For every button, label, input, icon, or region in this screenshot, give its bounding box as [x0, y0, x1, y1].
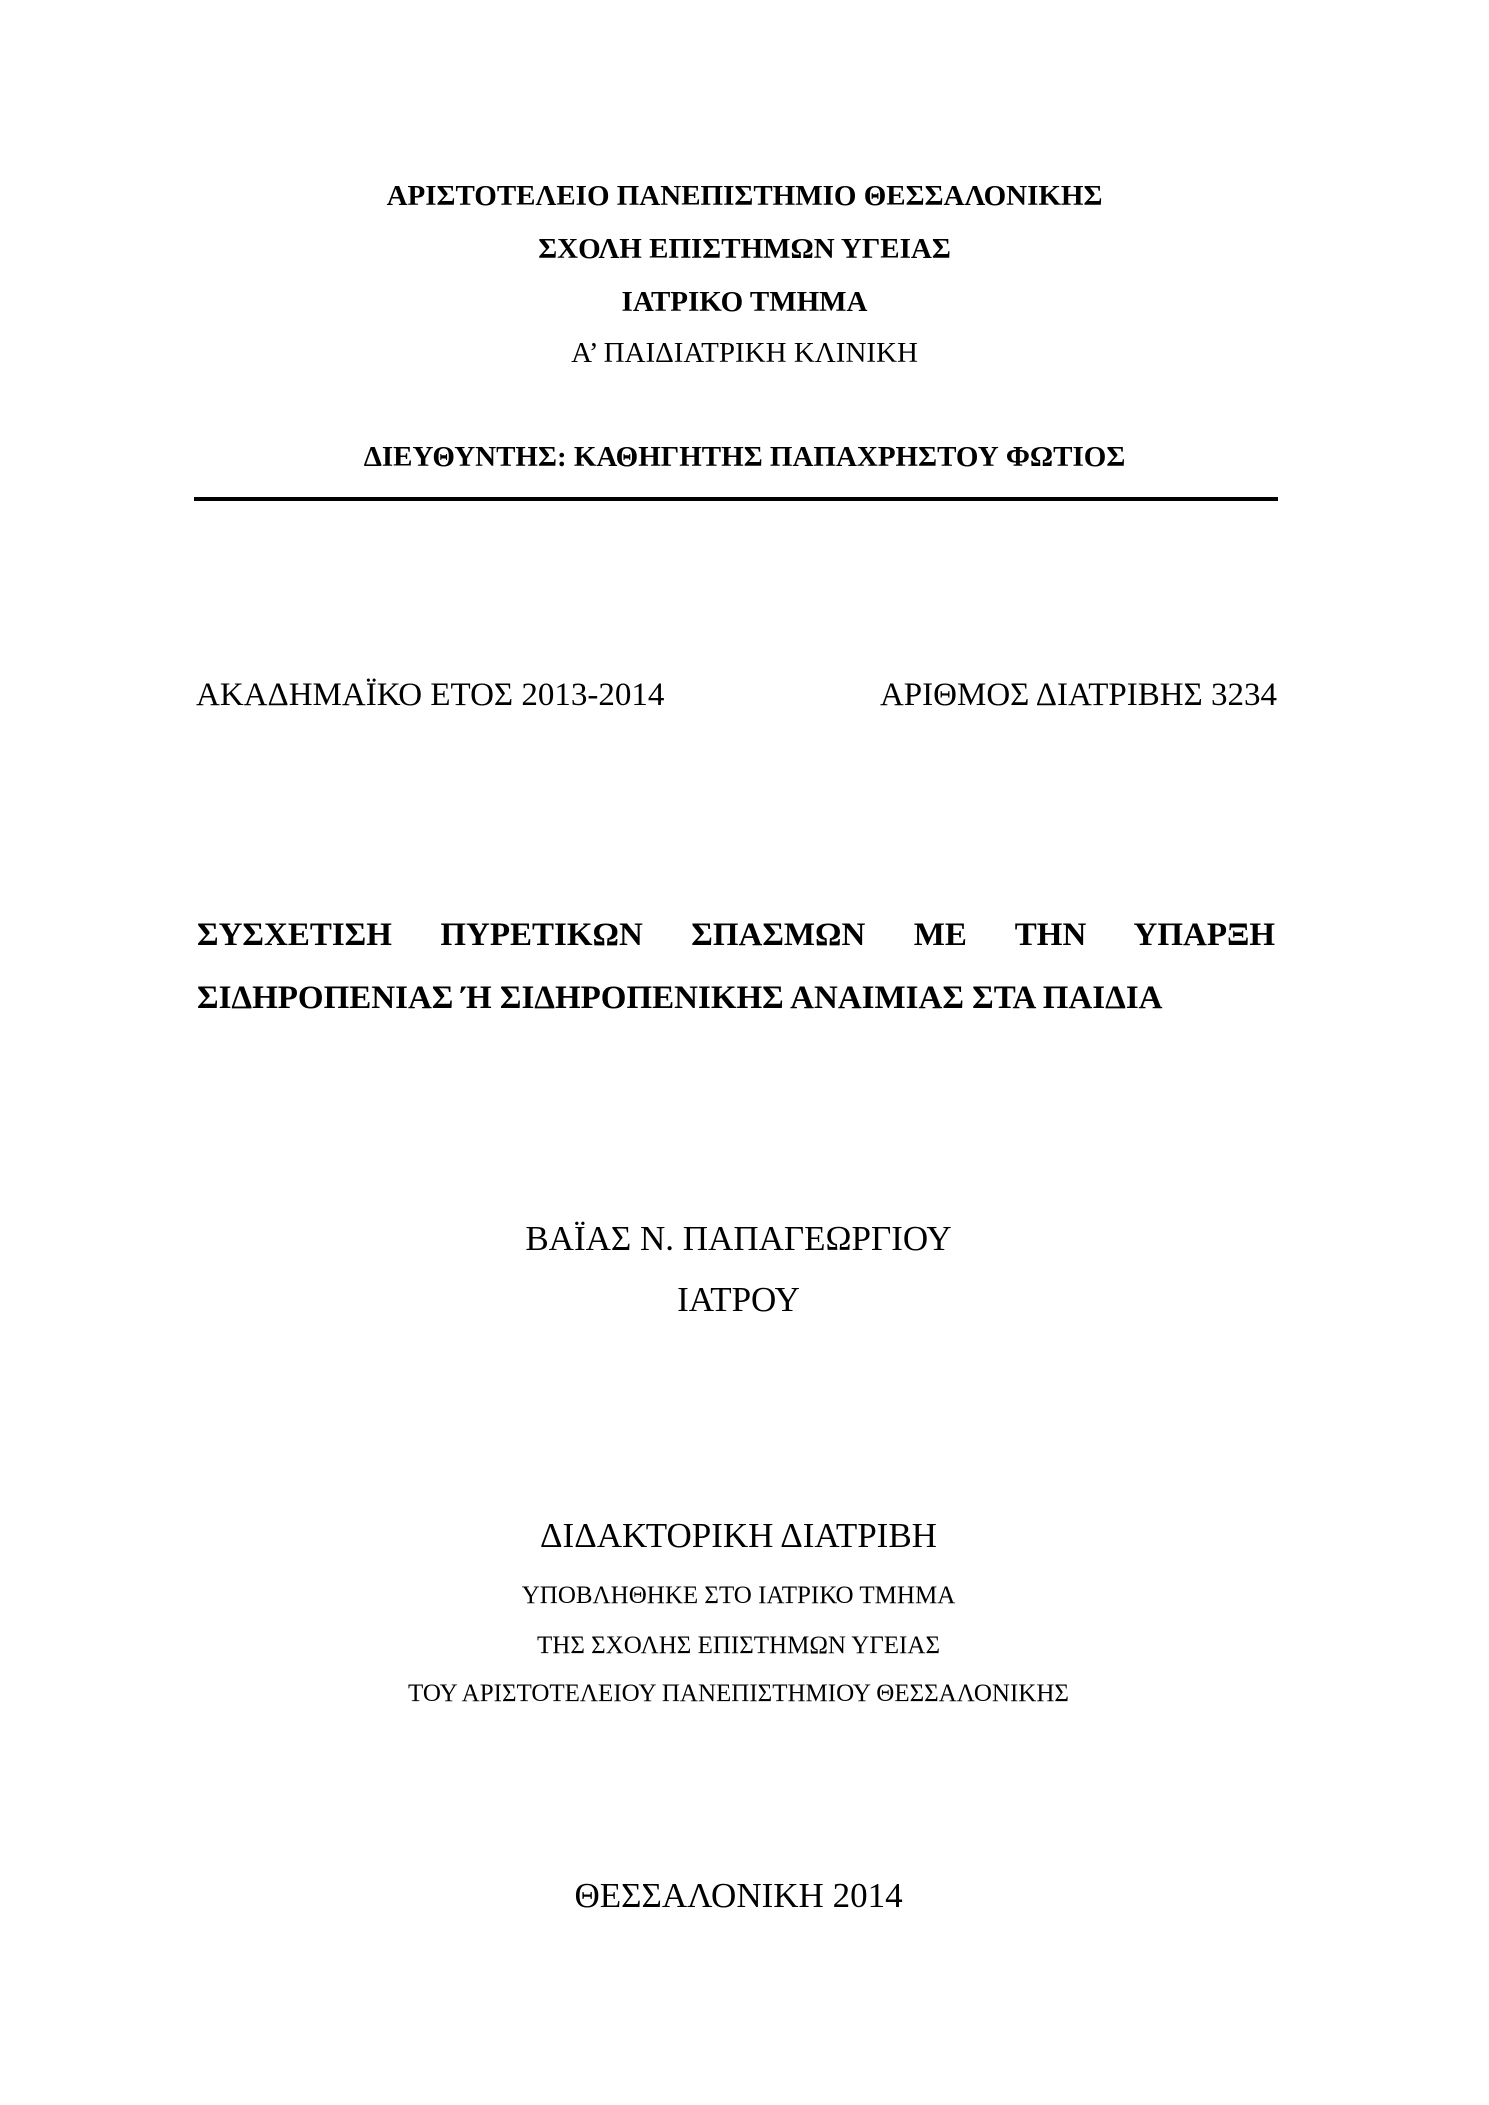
submission-line-2: ΤΗΣ ΣΧΟΛΗΣ ΕΠΙΣΤΗΜΩΝ ΥΓΕΙΑΣ — [537, 1632, 940, 1659]
submission-line-1: ΥΠΟΒΛΗΘΗΚΕ ΣΤΟ ΙΑΤΡΙΚΟ ΤΜΗΜΑ — [521, 1582, 956, 1609]
school-name: ΣΧΟΛΗ ΕΠΙΣΤΗΜΩΝ ΥΓΕΙΑΣ — [538, 233, 951, 265]
submission-line-3: ΤΟΥ ΑΡΙΣΤΟΤΕΛΕΙΟΥ ΠΑΝΕΠΙΣΤΗΜΙΟΥ ΘΕΣΣΑΛΟΝΙΚΗΣ — [408, 1680, 1069, 1707]
place-and-year: ΘΕΣΣΑΛΟΝΙΚΗ 2014 — [574, 1876, 903, 1915]
thesis-number: ΑΡΙΘΜΟΣ ΔΙΑΤΡΙΒΗΣ 3234 — [879, 677, 1277, 713]
document-type: ΔΙΔΑΚΤΟΡΙΚΗ ΔΙΑΤΡΙΒΗ — [540, 1516, 937, 1555]
author-profession: ΙΑΤΡΟΥ — [677, 1280, 800, 1319]
department-name: ΙΑΤΡΙΚΟ ΤΜΗΜΑ — [621, 286, 868, 318]
author-name: ΒΑΪΑΣ Ν. ΠΑΠΑΓΕΩΡΓΙΟΥ — [525, 1219, 952, 1258]
thesis-title-line-2: ΣΙΔΗΡΟΠΕΝΙΑΣ Ή ΣΙΔΗΡΟΠΕΝΙΚΗΣ ΑΝΑΙΜΙΑΣ ΣΤΑ ΠΑΙΔΙΑ — [197, 980, 1163, 1016]
director-line: ΔΙΕΥΘΥΝΤΗΣ: ΚΑΘΗΓΗΤΗΣ ΠΑΠΑΧΡΗΣΤΟΥ ΦΩΤΙΟΣ — [363, 441, 1126, 473]
academic-year: ΑΚΑΔΗΜΑΪΚΟ ΕΤΟΣ 2013-2014 — [196, 677, 665, 713]
header-divider — [194, 497, 1278, 501]
university-name: ΑΡΙΣΤΟΤΕΛΕΙΟ ΠΑΝΕΠΙΣΤΗΜΙΟ ΘΕΣΣΑΛΟΝΙΚΗΣ — [386, 180, 1103, 212]
clinic-name: Α’ ΠΑΙΔΙΑΤΡΙΚΗ ΚΛΙΝΙΚΗ — [571, 337, 918, 369]
thesis-title-line-1: ΣΥΣΧΕΤΙΣΗ ΠΥΡΕΤΙΚΩΝ ΣΠΑΣΜΩΝ ΜΕ ΤΗΝ ΥΠΑΡΞΗ — [197, 917, 1275, 953]
